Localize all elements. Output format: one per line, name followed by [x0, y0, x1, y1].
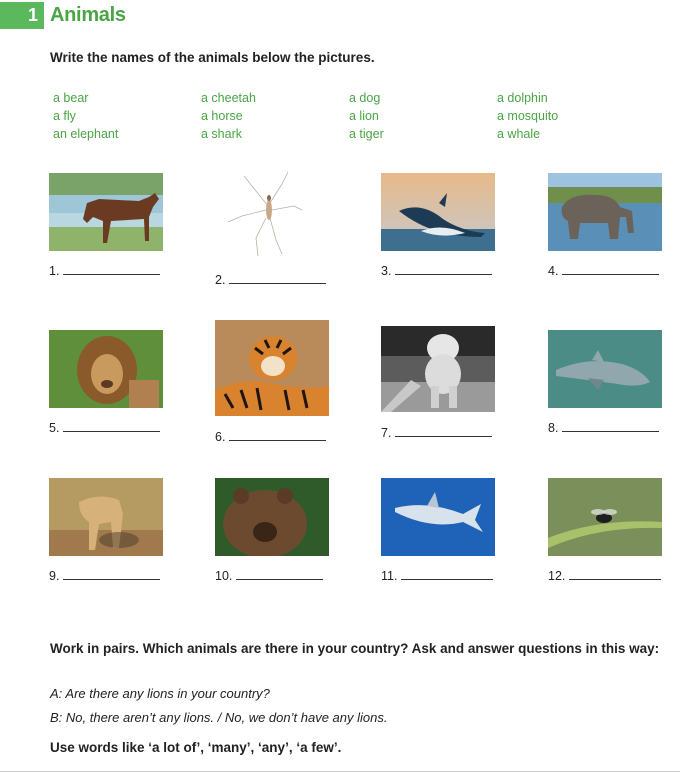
blank-number: 3. [381, 264, 392, 278]
answer-blank-2[interactable] [215, 273, 326, 287]
blank-number: 9. [49, 569, 60, 583]
word-bank [53, 91, 645, 142]
answer-blank-12[interactable] [548, 569, 661, 583]
answer-blank-8[interactable] [548, 421, 659, 435]
picture-whale [381, 173, 495, 251]
instruction-text: Write the names of the animals below the pictures. [50, 50, 375, 65]
picture-fly [548, 478, 662, 556]
picture-tiger [215, 320, 329, 416]
word-bank-item: a cheetah [201, 91, 256, 105]
use-words-instruction: Use words like ‘a lot of’, ‘many’, ‘any’, ‘a few’. [50, 740, 342, 755]
dialogue-line-b: B: No, there aren’t any lions. / No, we don’t have any lions. [50, 710, 388, 725]
picture-bear [215, 478, 329, 556]
answer-blank-3[interactable] [381, 264, 492, 278]
answer-blank-11[interactable] [381, 569, 493, 583]
picture-shark [381, 478, 495, 556]
exercise-header [0, 2, 126, 29]
blank-number: 11. [381, 569, 398, 583]
page-divider [0, 771, 680, 772]
picture-cheetah [49, 478, 163, 556]
exercise-title: Animals [50, 4, 126, 26]
word-bank-item: a dog [349, 91, 381, 105]
blank-number: 5. [49, 421, 60, 435]
blank-number: 2. [215, 273, 226, 287]
answer-blank-4[interactable] [548, 264, 659, 278]
blank-number: 6. [215, 430, 226, 444]
word-bank-item: a shark [201, 127, 242, 141]
dialogue-line-a: A: Are there any lions in your country? [50, 686, 270, 701]
exercise-number: 1 [0, 2, 44, 29]
picture-horse [49, 173, 163, 251]
picture-lion [49, 330, 163, 408]
word-bank-item: a tiger [349, 127, 384, 141]
word-bank-item: a whale [497, 127, 541, 141]
word-bank-item: a fly [53, 109, 76, 123]
word-bank-item: a horse [201, 109, 243, 123]
answer-blank-10[interactable] [215, 569, 323, 583]
blank-number: 10. [215, 569, 233, 583]
blank-number: 7. [381, 426, 392, 440]
blank-number: 1. [49, 264, 60, 278]
word-bank-item: a mosquito [497, 109, 559, 123]
word-bank-item: a dolphin [497, 91, 548, 105]
picture-dolphin [548, 330, 662, 408]
picture-elephant [548, 173, 662, 251]
word-bank-item: a lion [349, 109, 379, 123]
picture-mosquito [222, 166, 304, 258]
picture-dog [381, 326, 495, 412]
word-bank-item: an elephant [53, 127, 119, 141]
answer-blank-5[interactable] [49, 421, 160, 435]
word-bank-item: a bear [53, 91, 89, 105]
answer-blank-1[interactable] [49, 264, 160, 278]
answer-blank-6[interactable] [215, 430, 326, 444]
blank-number: 8. [548, 421, 559, 435]
answer-blank-7[interactable] [381, 426, 492, 440]
blank-number: 4. [548, 264, 559, 278]
answer-blank-9[interactable] [49, 569, 160, 583]
pair-work-instruction: Work in pairs. Which animals are there in your country? Ask and answer questions in this way: [50, 641, 660, 656]
blank-number: 12. [548, 569, 566, 583]
